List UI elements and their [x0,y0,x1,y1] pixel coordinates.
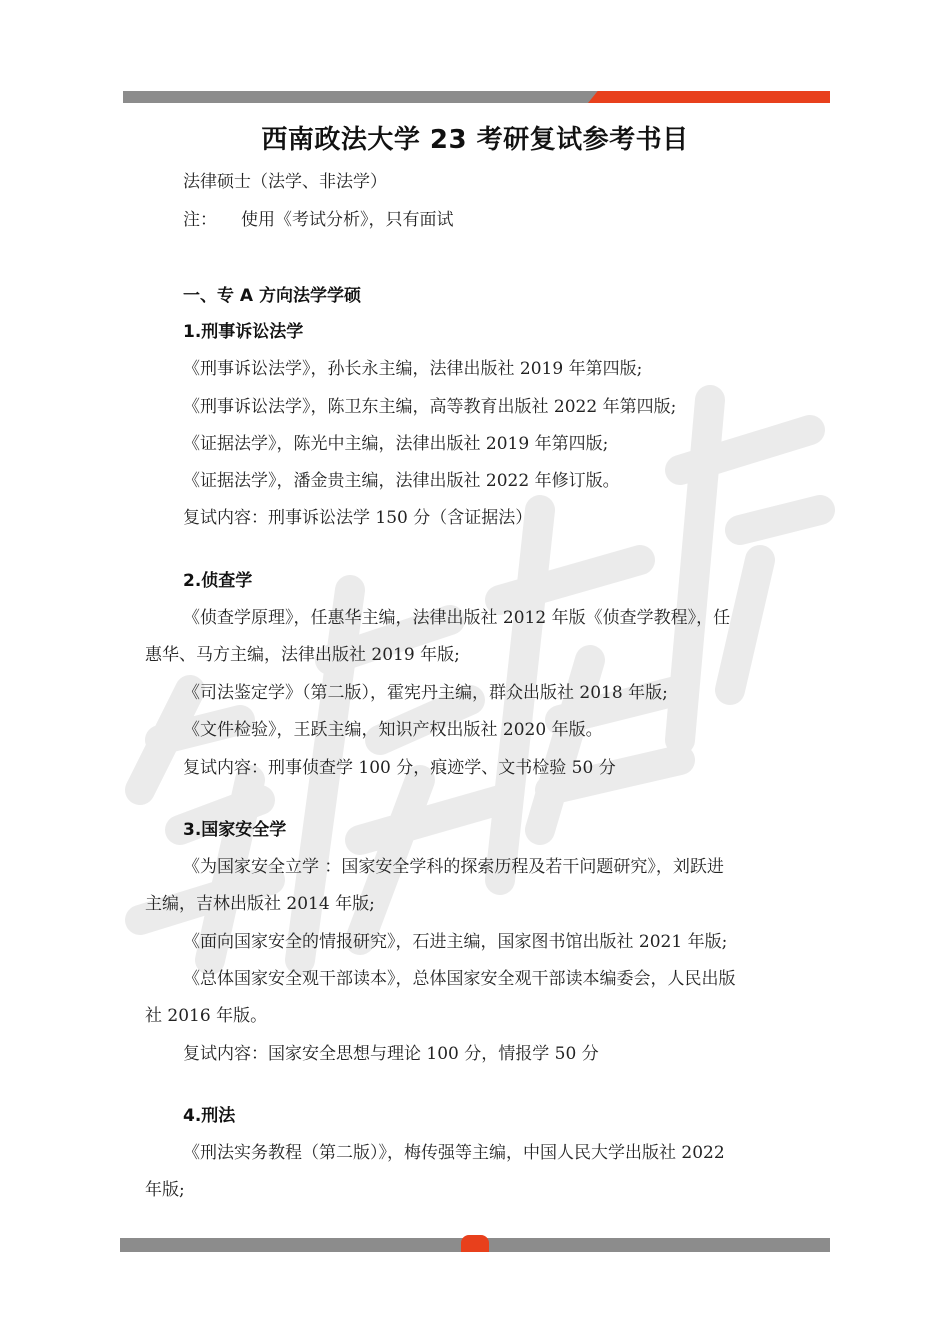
subtitle: 法律硕士（法学、非法学） [183,172,387,192]
book-line: 《总体国家安全观干部读本》，总体国家安全观干部读本编委会，人民出版 [183,969,736,989]
book-line: 《面向国家安全的情报研究》，石进主编，国家图书馆出版社 2021 年版; [183,932,728,952]
section-heading: 一、专 A 方向法学学硕 [183,286,361,306]
note-text: 使用《考试分析》，只有面试 [241,210,454,230]
subject-heading: 1.刑事诉讼法学 [183,322,304,342]
page-title: 西南政法大学 23 考研复试参考书目 [261,125,689,155]
book-line: 《侦查学原理》，任惠华主编，法律出版社 2012 年版《侦查学教程》，任 [183,608,731,628]
book-line: 《证据法学》，陈光中主编，法律出版社 2019 年第四版; [183,434,609,454]
subject-heading: 3.国家安全学 [183,820,287,840]
book-line: 《刑法实务教程（第二版）》，梅传强等主编，中国人民大学出版社 2022 [183,1143,725,1163]
book-line: 《刑事诉讼法学》，陈卫东主编，高等教育出版社 2022 年第四版; [183,397,677,417]
book-line: 社 2016 年版。 [145,1006,268,1026]
book-line: 主编，吉林出版社 2014 年版; [145,894,375,914]
footer-bar-accent [461,1235,489,1252]
footer-bar [120,1238,830,1252]
book-line: 《刑事诉讼法学》，孙长永主编，法律出版社 2019 年第四版; [183,359,643,379]
note-label: 注： [183,210,217,230]
book-line: 年版; [145,1180,185,1200]
exam-content: 复试内容：刑事侦查学 100 分，痕迹学、文书检验 50 分 [183,758,616,778]
header-bar-accent [588,91,830,103]
book-line: 《证据法学》，潘金贵主编，法律出版社 2022 年修订版。 [183,471,620,491]
exam-content: 复试内容：国家安全思想与理论 100 分，情报学 50 分 [183,1044,599,1064]
subject-heading: 4.刑法 [183,1106,236,1126]
book-line: 《司法鉴定学》（第二版），霍宪丹主编，群众出版社 2018 年版; [183,683,668,703]
subject-heading: 2.侦查学 [183,571,253,591]
book-line: 《文件检验》，王跃主编，知识产权出版社 2020 年版。 [183,720,603,740]
note [183,208,454,232]
book-line: 惠华、马方主编，法律出版社 2019 年版; [145,645,460,665]
exam-content: 复试内容：刑事诉讼法学 150 分（含证据法） [183,508,533,528]
header-bar [123,91,830,103]
book-line: 《为国家安全立学 ：国家安全学科的探索历程及若干问题研究》，刘跃进 [183,857,724,877]
